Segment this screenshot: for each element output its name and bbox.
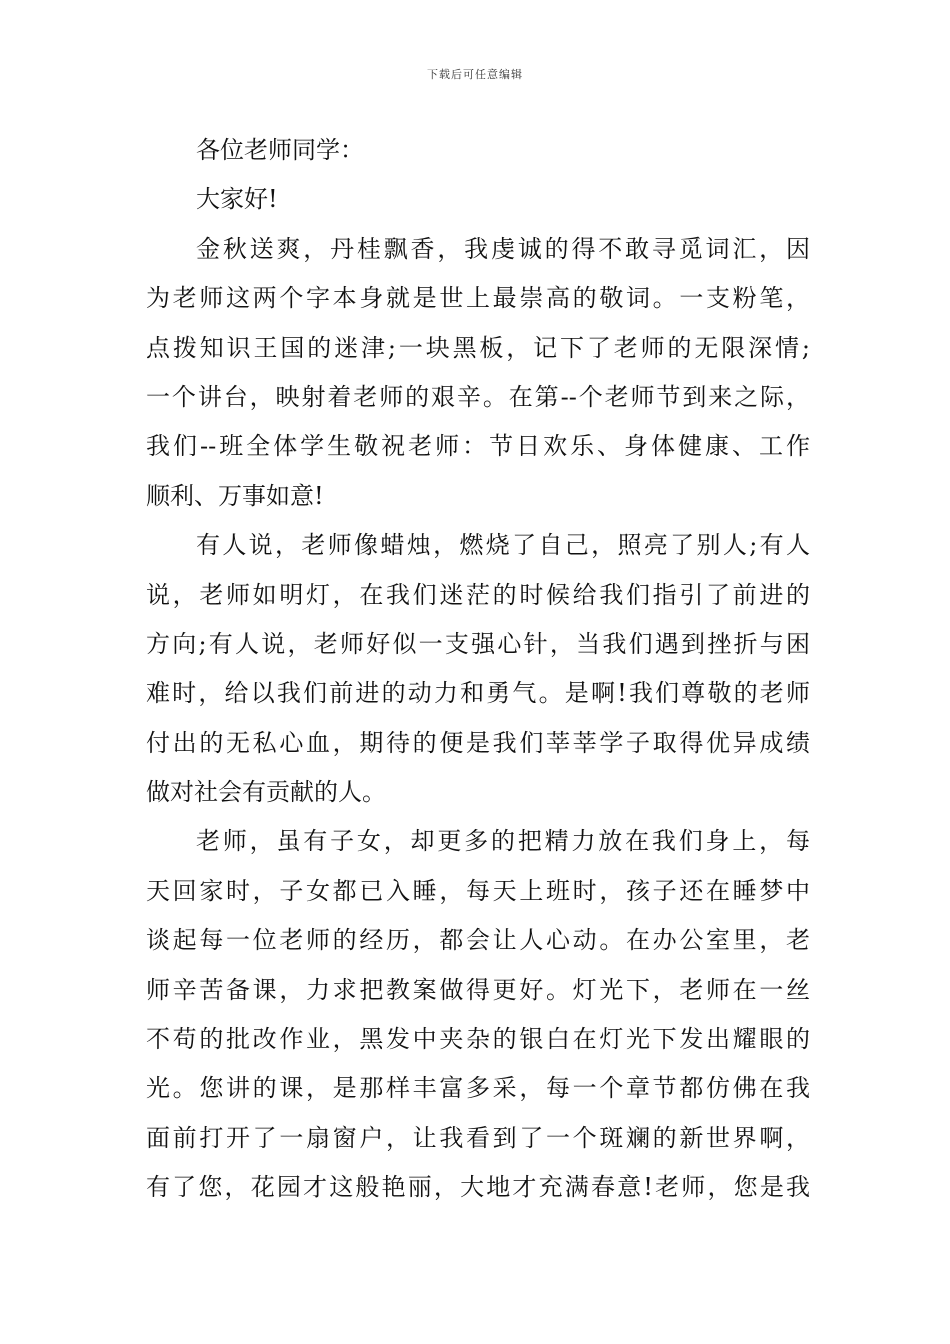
paragraph-3-line: 老师，虽有子女，却更多的把精力放在我们身上，每 xyxy=(196,827,810,856)
paragraph-2-line: 做对社会有贡献的人。 xyxy=(146,778,386,807)
paragraph-3-line: 光。您讲的课，是那样丰富多采，每一个章节都仿佛在我 xyxy=(146,1074,810,1103)
paragraph-2-line: 说，老师如明灯，在我们迷茫的时候给我们指引了前进的 xyxy=(146,580,810,609)
paragraph-1-line: 我们--班全体学生敬祝老师：节日欢乐、身体健康、工作 xyxy=(146,432,810,461)
greeting: 大家好! xyxy=(196,185,278,214)
paragraph-2-line: 有人说，老师像蜡烛，燃烧了自己，照亮了别人;有人 xyxy=(196,531,810,560)
header-note: 下载后可任意编辑 xyxy=(427,68,523,81)
document-body xyxy=(146,126,810,1213)
paragraph-3-line: 师辛苦备课，力求把教案做得更好。灯光下，老师在一丝 xyxy=(146,975,810,1004)
paragraph-1-line: 金秋送爽，丹桂飘香，我虔诚的得不敢寻觅词汇，因 xyxy=(196,234,810,263)
paragraph-2-line: 付出的无私心血，期待的便是我们莘莘学子取得优异成绩 xyxy=(146,728,810,757)
paragraph-2-line: 难时，给以我们前进的动力和勇气。是啊!我们尊敬的老师 xyxy=(146,679,810,708)
paragraph-2-line: 方向;有人说，老师好似一支强心针，当我们遇到挫折与困 xyxy=(146,629,810,658)
paragraph-3-line: 不苟的批改作业，黑发中夹杂的银白在灯光下发出耀眼的 xyxy=(146,1025,810,1054)
paragraph-3-line: 面前打开了一扇窗户，让我看到了一个斑斓的新世界啊， xyxy=(146,1123,810,1152)
paragraph-1-line: 为老师这两个字本身就是世上最崇高的敬词。一支粉笔， xyxy=(146,284,810,313)
paragraph-3-line: 谈起每一位老师的经历，都会让人心动。在办公室里，老 xyxy=(146,926,810,955)
paragraph-1-line: 一个讲台，映射着老师的艰辛。在第--个老师节到来之际， xyxy=(146,382,810,411)
salutation: 各位老师同学： xyxy=(196,136,364,164)
paragraph-3-line: 天回家时，子女都已入睡，每天上班时，孩子还在睡梦中 xyxy=(146,876,810,905)
paragraph-1-line: 点拨知识王国的迷津;一块黑板，记下了老师的无限深情; xyxy=(146,333,810,362)
paragraph-3-line: 有了您，花园才这般艳丽，大地才充满春意!老师，您是我 xyxy=(146,1173,810,1202)
paragraph-1-line: 顺利、万事如意! xyxy=(146,481,324,510)
